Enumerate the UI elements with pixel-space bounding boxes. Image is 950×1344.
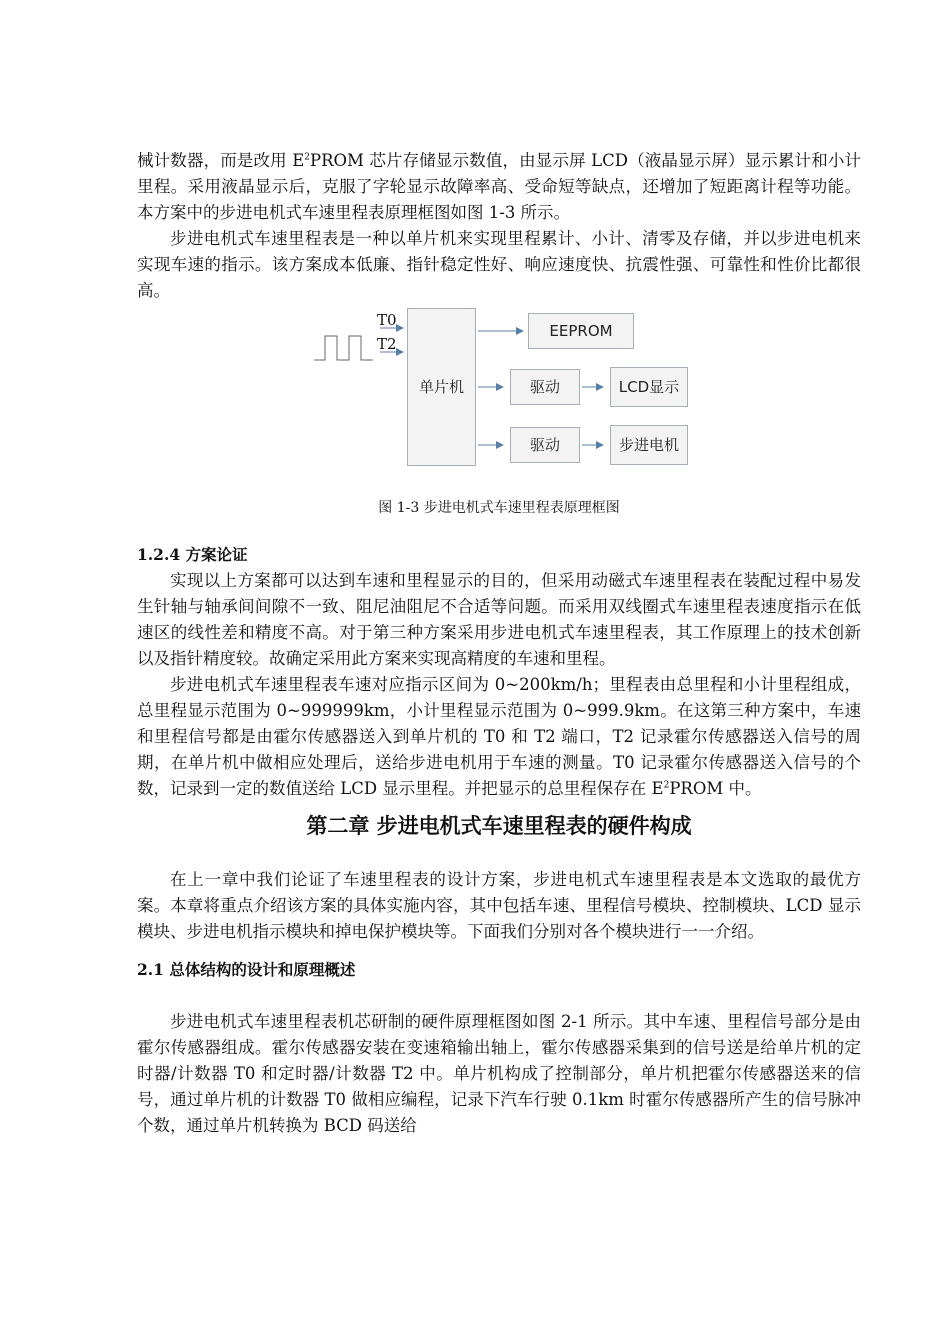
figure-caption: 图 1-3 步进电机式车速里程表原理框图 (378, 500, 620, 516)
text-run: 步进电机式车速里程表车速对应指示区间为 0~200km/h；里程表由总里程和小计里程组成，总里程显示范围为 0~999999km，小计里程显示范围为 0~999.9km。在这第三种方案中，车速和里程信号都是由霍尔传感器送入到单片机的 T0 和 T2 端口，T2 记录霍尔传感器送入信号的周期，在单片机中做相应处理后，送给步进电机用于车速的测量。T0 记录霍尔传感器送入信号的个数，记录到一定的数值送给 LCD 显示里程。并把显示的总里程保存在 E (137, 675, 861, 798)
spacer (137, 841, 861, 867)
spacer (137, 802, 861, 811)
lcd-block (610, 367, 688, 407)
spacer (137, 518, 861, 542)
driver-label: 驱动 (529, 436, 560, 454)
t2-label: T2 (377, 335, 397, 353)
chapter-title: 第二章 步进电机式车速里程表的硬件构成 (306, 813, 692, 838)
stepper-label: 步进电机 (618, 436, 679, 454)
intro-paragraph-2: 步进电机式车速里程表是一种以单片机来实现里程累计、小计、清零及存储，并以步进电机来实现车速的指示。该方案成本低廉、指针稳定性好、响应速度快、抗震性强、可靠性和性价比都很高。 (137, 229, 861, 300)
section-21-paragraph-1: 步进电机式车速里程表机芯研制的硬件原理框图如图 2-1 所示。其中车速、里程信号部分是由霍尔传感器组成。霍尔传感器安装在变速箱输出轴上，霍尔传感器采集到的信号送是给单片机的定时器/计数器 T0 和定时器/计数器 T2 中。单片机构成了控制部分，单片机把霍尔传感器送来的信号，通过单片机的计数器 T0 做相应编程，记录下汽车行驶 0.1km 时霍尔传感器所产生的信号脉冲个数，通过单片机转换为 BCD 码送给 (137, 1012, 861, 1135)
text-run: PROM 芯片存储显示数值，由显示屏 LCD（液晶显示屏）显示累计和小计里程。采用液晶显示后，克服了字轮显示故障率高、受命短等缺点，还增加了短距离计程等功能。本方案中的步进电机式车速里程表原理框图如图 1-3 所示。 (137, 151, 862, 222)
stepper-block (610, 425, 688, 465)
superscript: 2 (304, 152, 310, 163)
driver-label: 驱动 (529, 378, 560, 396)
mcu-block (407, 308, 476, 466)
intro-paragraph-1 (137, 148, 861, 226)
spacer (137, 945, 861, 957)
lcd-label: LCD显示 (618, 378, 680, 396)
superscript: 2 (663, 780, 670, 791)
text-run: 械计数器，而是改用 E (137, 151, 305, 170)
section-heading-1-2-4: 1.2.4 方案论证 (137, 545, 248, 564)
chapter2-paragraph-1: 在上一章中我们论证了车速里程表的设计方案，步进电机式车速里程表是本文选取的最优方案。本章将重点介绍该方案的具体实施内容，其中包括车速、里程信号模块、控制模块、LCD 显示模块、步进电机指示模块和掉电保护模块等。下面我们分别对各个模块进行一一介绍。 (137, 870, 861, 941)
pulse-waveform (314, 336, 373, 360)
block-diagram-figure (137, 304, 861, 494)
spacer (137, 983, 861, 1009)
section-124-paragraph-1: 实现以上方案都可以达到车速和里程显示的目的，但采用动磁式车速里程表在装配过程中易发生针轴与轴承间间隙不一致、阻尼油阻尼不合适等问题。而采用双线圈式车速里程表速度指示在低速区的线性差和精度不高。对于第三种方案采用步进电机式车速里程表，其工作原理上的技术创新以及指针精度较。故确定采用此方案来实现高精度的车速和里程。 (137, 571, 861, 668)
driver-block-2 (510, 427, 580, 463)
section-124-paragraph-2 (137, 672, 861, 802)
eeprom-block (528, 313, 634, 349)
section-heading-2-1: 2.1 总体结构的设计和原理概述 (137, 960, 356, 979)
eeprom-label: EEPROM (549, 322, 613, 340)
diagram-connectors (137, 304, 861, 494)
text-run: PROM 中。 (669, 779, 762, 798)
mcu-label: 单片机 (418, 378, 464, 396)
driver-block-1 (510, 369, 580, 405)
document-page (137, 148, 861, 1139)
t0-label: T0 (377, 311, 397, 329)
